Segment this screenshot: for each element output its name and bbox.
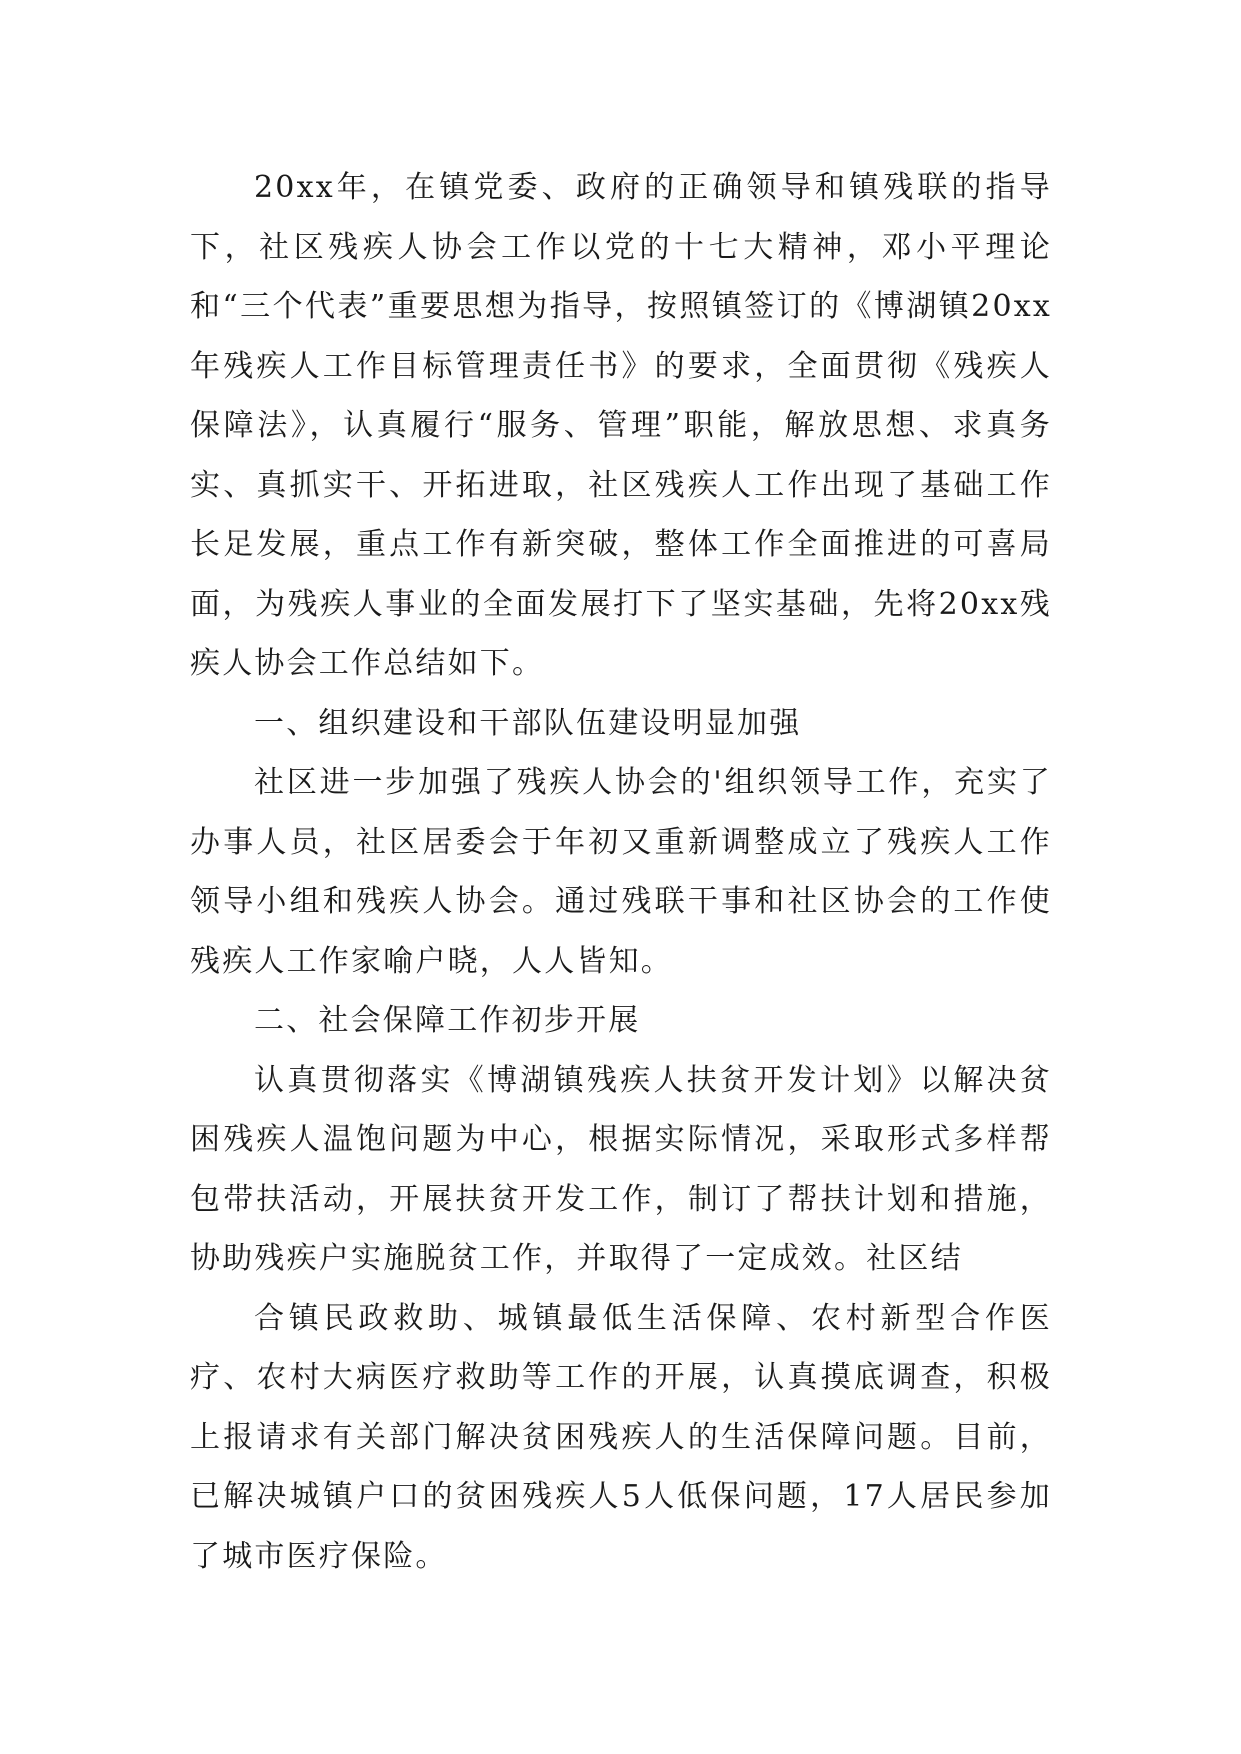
paragraph-poverty-relief: 认真贯彻落实《博湖镇残疾人扶贫开发计划》以解决贫困残疾人温饱问题为中心，根据实际情况，采取形式多样帮包带扶活动，开展扶贫开发工作，制订了帮扶计划和措施，协助残疾户实施脱贫工作，并取得了一定成效。社区结 (190, 1062, 1052, 1276)
paragraph-social-security: 合镇民政救助、城镇最低生活保障、农村新型合作医疗、农村大病医疗救助等工作的开展，认真摸底调查，积极上报请求有关部门解决贫困残疾人的生活保障问题。目前，已解决城镇户口的贫困残疾人5人低保问题，17人居民参加了城市医疗保险。 (190, 1300, 1052, 1574)
section-heading-social-security: 二、社会保障工作初步开展 (254, 1003, 641, 1038)
paragraph-organization: 社区进一步加强了残疾人协会的'组织领导工作，充实了办事人员，社区居委会于年初又重新调整成立了残疾人工作领导小组和残疾人协会。通过残联干事和社区协会的工作使残疾人工作家喻户晓，人人皆知。 (190, 765, 1052, 979)
paragraph-intro: 20xx年，在镇党委、政府的正确领导和镇残联的指导下，社区残疾人协会工作以党的十七大精神，邓小平理论和“三个代表”重要思想为指导，按照镇签订的《博湖镇20xx年残疾人工作目标管理责任书》的要求，全面贯彻《残疾人保障法》，认真履行“服务、管理”职能，解放思想、求真务实、真抓实干、开拓进取，社区残疾人工作出现了基础工作长足发展，重点工作有新突破，整体工作全面推进的可喜局面，为残疾人事业的全面发展打下了坚实基础，先将20xx残疾人协会工作总结如下。 (190, 170, 1052, 681)
section-heading-organization: 一、组织建设和干部队伍建设明显加强 (254, 705, 802, 741)
document-body (190, 158, 1052, 1586)
